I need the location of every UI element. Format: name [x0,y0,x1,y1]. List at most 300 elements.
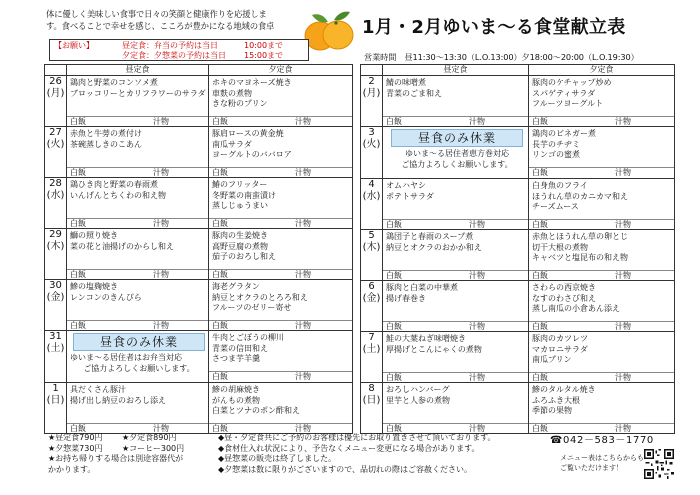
day-weekday: (金) [362,293,381,304]
day-row [361,76,675,127]
dinner-cell [529,281,675,332]
soup-label: 汁物 [469,322,485,331]
lunch-header: 昼定食 [383,65,529,76]
day-date [361,383,383,434]
rice-label: 白飯 [70,270,86,279]
soup-label: 汁物 [615,117,631,126]
rice-label: 白飯 [212,219,228,228]
notice-lunch-deadline: 10:00まで [244,41,284,50]
soup-label: 汁物 [295,168,311,177]
dinner-dishes [209,76,352,116]
dinner-cell [529,179,675,230]
dish-item: ほうれん草のカニカマ和え [532,191,628,201]
qr-note-line: ご覧いただけます！ [560,464,623,472]
dinner-cell [529,230,675,281]
day-number: 6 [368,281,375,292]
day-weekday: (水) [362,191,381,202]
note-line: ◆昼・夕定食共にご予約のお客様は優先にお取り置きさせて頂いております。 [218,433,496,442]
dish-item: 里芋と人参の煮物 [386,395,450,405]
qr-code-icon[interactable] [644,449,674,479]
dinner-dishes [529,76,674,116]
lunch-closed-notice [383,127,528,178]
dish-item: ポテトサラダ [386,191,434,201]
day-number: 7 [368,332,375,343]
dinner-sides [529,372,674,382]
dish-item: がんもの煮物 [212,395,260,405]
dinner-cell [529,76,675,127]
menu-table-left [44,64,353,434]
soup-label: 汁物 [153,270,169,279]
dish-item: 豚肉の生姜焼き [212,231,268,240]
dinner-dishes [529,230,674,270]
dish-item: キャベツと塩昆布の和え物 [532,253,628,262]
day-number: 28 [49,178,62,189]
dinner-sides [529,270,674,280]
lunch-cell [383,76,529,127]
day-number: 2 [368,76,375,87]
lunch-cell [67,76,209,127]
dish-item: なすのわさび和え [532,293,596,303]
lunch-sides [67,423,208,433]
day-weekday: (金) [46,292,65,303]
dinner-sides [529,116,674,126]
day-weekday: (火) [46,139,65,150]
day-date [361,76,383,127]
price-dinner: ★夕定食890円 [122,433,177,442]
dinner-sides [209,269,352,279]
business-hours: 営業時間 昼11:30～13:30（L.O.13:00）夕18:00～20:00（L.O.19:30） [364,52,639,62]
dinner-dishes [209,331,352,371]
notice-lunch-text: 昼定食：弁当の予約は当日 [122,41,218,50]
dish-item: 揚げ春巻き [386,293,426,303]
lunch-cell [383,230,529,281]
dish-item: リンゴの蜜煮 [532,150,580,159]
dish-item: ブロッコリーとカリフラワーのサラダ [70,88,206,98]
dish-item: 鶏団子と春雨のスープ煮 [386,232,474,241]
dish-item: 厚揚げとこんにゃくの煮物 [386,344,482,354]
rice-label: 白飯 [212,117,228,126]
dish-item: 鰆のフリッター [212,180,268,189]
dish-item: 菜の花と油揚げのからし和え [70,241,174,251]
day-weekday: (火) [362,139,381,150]
rice-label: 白飯 [532,271,548,280]
soup-label: 汁物 [295,372,311,381]
rice-label: 白飯 [386,220,402,229]
day-date [45,331,67,383]
day-date [45,280,67,331]
soup-label: 汁物 [295,219,311,228]
dinner-cell [529,332,675,383]
soup-label: 汁物 [615,373,631,382]
lunch-sides [67,269,208,279]
day-row [361,281,675,332]
date-header [45,65,67,76]
soup-label: 汁物 [153,219,169,228]
rice-label: 白飯 [532,117,548,126]
footer [44,433,674,491]
rice-label: 白飯 [532,322,548,331]
lunch-dishes [383,332,528,372]
day-number: 8 [368,383,375,394]
dish-item: 青菜の信田和え [212,343,268,353]
lunch-cell [383,127,529,179]
lunch-sides [383,372,528,382]
dish-item: レンコンのきんぴら [70,292,142,302]
dinner-cell [209,280,353,331]
day-weekday: (日) [362,395,381,406]
lunch-cell [67,383,209,434]
lunch-dishes [383,281,528,321]
dish-item: 赤魚と牛蒡の煮付け [70,129,142,138]
day-date [45,383,67,434]
rice-label: 白飯 [70,424,86,433]
day-row [361,127,675,179]
dish-item: ホキのマヨネーズ焼き [212,78,292,87]
rice-label: 白飯 [386,322,402,331]
dish-item: スパゲティサラダ [532,88,596,98]
lunch-dishes [383,179,528,219]
day-date [45,178,67,229]
dish-item: 季節の果物 [532,406,572,415]
lunch-dishes [67,76,208,116]
rice-label: 白飯 [386,117,402,126]
day-weekday: (木) [362,242,381,253]
phone-number: ☎042－583－1770 [550,435,654,446]
day-weekday: (月) [46,88,65,99]
dish-item: ヨーグルトのババロア [212,150,292,159]
dish-item: 茄子のおろし和え [212,252,276,261]
closed-title: 昼食のみ休業 [391,129,523,147]
note-line: ◆夕惣菜は数に限りがございますので、品切れの際はご容赦ください。 [218,464,472,474]
dish-item: 赤魚とほうれん草の卵とじ [532,232,628,241]
day-number: 1 [52,383,59,394]
day-row [45,280,353,331]
dinner-cell [529,383,675,434]
lunch-sides [383,219,528,229]
rice-label: 白飯 [70,168,86,177]
dinner-sides [529,321,674,331]
soup-label: 汁物 [469,373,485,382]
day-weekday: (日) [46,395,65,406]
soup-label: 汁物 [295,321,311,330]
day-row [45,178,353,229]
soup-label: 汁物 [615,168,631,177]
soup-label: 汁物 [615,271,631,280]
lunch-sides [383,116,528,126]
day-row [361,179,675,230]
dish-item: 青菜のごま和え [386,88,442,98]
lunch-dishes [67,127,208,167]
lunch-header: 昼定食 [67,65,209,76]
dish-item: 鯵の胡麻焼き [212,385,260,394]
note-line: ◆食材仕入れ状況により、予告なくメニュー変更になる場合があります。 [218,443,480,453]
dish-item: 冬野菜の南蛮漬け [212,190,276,200]
day-date [361,179,383,230]
day-date [361,230,383,281]
lunch-dishes [383,76,528,116]
dinner-dishes [209,383,352,423]
dinner-sides [209,218,352,228]
qr-note-line: メニュー表はこちらからも [560,454,644,462]
lunch-cell [383,281,529,332]
soup-label: 汁物 [153,424,169,433]
rice-label: 白飯 [70,321,86,330]
notice-dinner-deadline: 15:00まで [244,51,284,60]
day-weekday: (水) [46,190,65,201]
dish-item: 長芋のチヂミ [532,139,580,149]
dish-item: 納豆とオクラのとろろ和え [212,292,308,302]
dish-item: 鯵のタルタル焼き [532,385,596,394]
soup-label: 汁物 [295,270,311,279]
lunch-dishes [383,383,528,423]
dish-item: 鶏肉のビネガー煮 [532,129,596,138]
dish-item: いんげんとちくわの和え物 [70,190,166,200]
rice-label: 白飯 [532,373,548,382]
day-row [45,383,353,434]
rice-label: 白飯 [386,271,402,280]
lunch-cell [67,127,209,178]
dish-item: 豚肉と白菜の中華煮 [386,283,458,292]
dish-item: 切干大根の煮物 [532,242,588,252]
dish-item: 鰺の塩麹焼き [70,282,118,291]
day-row [45,76,353,127]
lunch-cell [67,280,209,331]
notes [218,433,548,475]
day-date [45,76,67,127]
dish-item: オムハヤシ [386,181,426,190]
day-weekday: (月) [362,88,381,99]
day-number: 27 [49,127,62,138]
dinner-sides [529,167,674,177]
dish-item: 海老グラタン [212,282,260,291]
menu-table-right [360,64,675,434]
rice-label: 白飯 [212,321,228,330]
lunch-closed-notice [67,331,208,382]
dinner-dishes [529,383,674,423]
dinner-cell [529,127,675,179]
day-number: 31 [49,331,62,342]
takeout-note: ★お持ち帰りする場合は別途容器代が [48,454,184,463]
intro-line: す。食べることで幸せを感じ、こころが豊かになる地域の食卓 [46,20,275,31]
day-date [45,229,67,280]
dinner-cell [209,331,353,383]
day-date [361,332,383,383]
soup-label: 汁物 [615,322,631,331]
dish-item: 鶏ひき肉と野菜の春雨煮 [70,180,158,189]
dish-item: 具だくさん豚汁 [70,385,126,394]
price-row [48,433,218,444]
day-number: 3 [368,127,375,138]
day-number: 26 [49,76,62,87]
soup-label: 汁物 [615,220,631,229]
price-list [48,433,218,475]
lunch-sides [67,167,208,177]
dinner-dishes [209,178,352,218]
day-weekday: (土) [362,344,381,355]
day-date [45,127,67,178]
dinner-dishes [209,280,352,320]
dish-item: チーズムース [532,202,579,211]
soup-label: 汁物 [153,117,169,126]
rice-label: 白飯 [532,168,548,177]
page-title: 1月・2月ゆいま～る食堂献立表 [362,17,626,38]
notice-dinner-text: 夕定食：夕惣菜の予約は当日 [122,51,226,60]
soup-label: 汁物 [469,424,485,433]
notice-tag: 【お願い】 [54,41,94,50]
dish-item: フルーツヨーグルト [532,99,604,108]
lunch-sides [67,218,208,228]
dinner-cell [209,383,353,434]
lunch-cell [383,332,529,383]
dinner-dishes [209,229,352,269]
dinner-sides [529,423,674,433]
day-row [45,331,353,383]
day-date [361,127,383,179]
reservation-notice [49,39,309,61]
dish-item: 鮭の大葉ねぎ味噌焼き [386,334,466,343]
day-number: 29 [49,229,62,240]
lunch-cell [383,179,529,230]
dinner-dishes [529,281,674,321]
dish-item: 南瓜サラダ [212,139,252,149]
rice-label: 白飯 [70,219,86,228]
dish-item: 高野豆腐の煮物 [212,241,268,251]
lunch-dishes [67,178,208,218]
notice-row-dinner [50,50,283,61]
dish-item: 納豆とオクラのおかか和え [386,242,482,252]
dish-item: 白菜とツナのポン酢和え [212,406,300,415]
day-row [361,230,675,281]
soup-label: 汁物 [295,424,311,433]
lunch-cell [67,331,209,383]
day-row [45,229,353,280]
dish-item: 鯖の味噌煮 [386,78,426,87]
dinner-header: 夕定食 [209,65,353,76]
dish-item: 蒸しじゅうまい [212,201,268,210]
closed-line: ご協力よろしくお願いします。 [83,364,195,373]
rice-label: 白飯 [532,424,548,433]
dinner-sides [529,219,674,229]
dinner-cell [209,229,353,280]
dinner-sides [209,116,352,126]
dish-item: 豚肉のカツレツ [532,334,588,343]
dinner-cell [209,178,353,229]
lunch-dishes [67,383,208,423]
dish-item: 牛肉とごぼうの柳川 [212,333,284,342]
dinner-sides [209,320,352,330]
dish-item: フルーツのゼリー寄せ [212,303,292,312]
dish-item: マカロニサラダ [532,344,588,354]
dinner-dishes [529,332,674,372]
lunch-cell [67,229,209,280]
lunch-cell [383,383,529,434]
soup-label: 汁物 [615,424,631,433]
dish-item: おろしハンバーグ [386,385,450,394]
rice-label: 白飯 [70,117,86,126]
dish-item: 車麩の煮物 [212,88,252,98]
rice-label: 白飯 [212,168,228,177]
dish-item: さつま芋羊羹 [212,354,260,363]
day-row [361,332,675,383]
lunch-cell [67,178,209,229]
dish-item: 鰤の照り焼き [70,231,118,240]
lunch-sides [383,321,528,331]
dish-item: 蒸し南瓜の小倉あん添え [532,304,620,313]
dish-item: きな粉のプリン [212,99,268,108]
day-date [361,281,383,332]
price-lunch: ★昼定食790円 [48,433,103,442]
day-row [45,127,353,178]
closed-title: 昼食のみ休業 [73,333,205,351]
date-header [361,65,383,76]
dish-item: ふろふき大根 [532,395,580,405]
intro-line: 体に優しく美味しい食事で日々の笑顔と健康作りを応援しま [46,9,267,19]
day-number: 5 [368,230,375,241]
intro-text [46,9,306,32]
day-number: 30 [49,280,62,291]
rice-label: 白飯 [532,220,548,229]
dinner-cell [209,127,353,178]
soup-label: 汁物 [469,271,485,280]
day-number: 4 [368,179,375,190]
lunch-sides [67,116,208,126]
lunch-sides [383,423,528,433]
dinner-sides [209,371,352,381]
day-weekday: (土) [46,343,65,354]
closed-line: ゆいま～る居住者恵方巻対応 [405,149,509,158]
dish-item: 南瓜プリン [532,355,572,364]
takeout-note: かかります。 [48,464,96,474]
dish-item: 豚肉のケチャップ炒め [532,78,612,87]
soup-label: 汁物 [295,117,311,126]
dish-item: 白身魚のフライ [532,181,588,190]
dinner-dishes [529,127,674,167]
day-weekday: (木) [46,241,65,252]
price-side-dish: ★夕惣菜730円 [48,443,103,453]
dish-item: 茶碗蒸しきのこあん [70,139,142,149]
rice-label: 白飯 [212,424,228,433]
dish-item: 豚肩ロースの黄金焼 [212,129,284,138]
dish-item: 鶏肉と野菜のコンソメ煮 [70,78,158,87]
lunch-sides [67,320,208,330]
rice-label: 白飯 [386,373,402,382]
closed-line: ゆいま～る居住者はお弁当対応 [70,353,182,362]
day-row [361,383,675,434]
qr-note [560,453,646,473]
dinner-sides [209,167,352,177]
dish-item: 揚げ出し納豆のおろし添え [70,395,166,405]
rice-label: 白飯 [212,372,228,381]
lunch-dishes [67,280,208,320]
lunch-dishes [67,229,208,269]
soup-label: 汁物 [469,117,485,126]
soup-label: 汁物 [153,321,169,330]
price-row [48,444,218,455]
lunch-dishes [383,230,528,270]
soup-label: 汁物 [469,220,485,229]
dish-item: さわらの西京焼き [532,283,596,292]
dinner-dishes [209,127,352,167]
price-coffee: ★コーヒー300円 [122,443,185,453]
lunch-sides [383,270,528,280]
rice-label: 白飯 [386,424,402,433]
note-line: ◆昼惣菜の販売は終了しました。 [218,454,337,463]
dinner-cell [209,76,353,127]
soup-label: 汁物 [153,168,169,177]
closed-line: ご協力よろしくお願いします。 [401,160,513,169]
dinner-header: 夕定食 [529,65,675,76]
dinner-sides [209,423,352,433]
